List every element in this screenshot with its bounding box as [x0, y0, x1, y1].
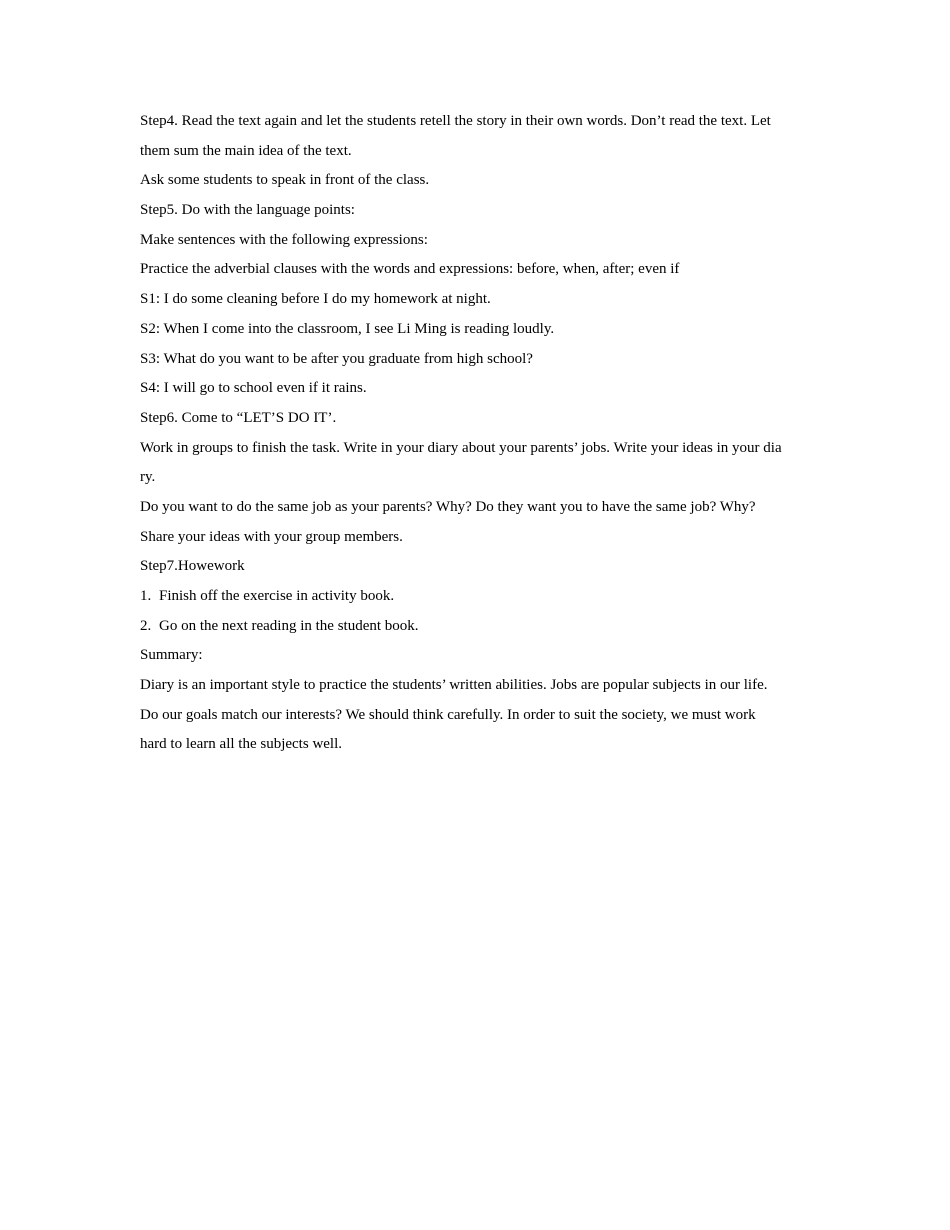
text-line: Practice the adverbial clauses with the words and expressions: before, when, after; even if — [140, 261, 680, 278]
list-item — [140, 582, 820, 612]
text-line: S4: I will go to school even if it rains. — [140, 380, 367, 397]
text-line: them sum the main idea of the text. — [140, 142, 352, 159]
list-text: Go on the next reading in the student book. — [159, 617, 419, 634]
text-line: Ask some students to speak in front of the class. — [140, 172, 430, 189]
list-item — [140, 612, 820, 642]
text-line: Step6. Come to “LET’S DO IT’. — [140, 409, 337, 426]
text-line: S1: I do some cleaning before I do my homework at night. — [140, 291, 491, 308]
text-line: hard to learn all the subjects well. — [140, 736, 343, 753]
text-line: Do you want to do the same job as your parents? Why? Do they want you to have the same job? Why? — [140, 498, 756, 515]
text-line: Work in groups to finish the task. Write in your diary about your parents’ jobs. Write your ideas in your dia — [140, 439, 782, 456]
text-line: Diary is an important style to practice the students’ written abilities. Jobs are popular subjects in our life. — [140, 677, 768, 694]
text-line: Step5. Do with the language points: — [140, 202, 355, 219]
text-line: S2: When I come into the classroom, I see Li Ming is reading loudly. — [140, 320, 555, 337]
document-body — [140, 107, 820, 760]
summary-heading: Summary: — [140, 647, 203, 664]
list-number: 1. — [140, 588, 152, 604]
list-number: 2. — [140, 617, 152, 634]
text-line: Share your ideas with your group members. — [140, 528, 403, 545]
text-line: Step7.Howework — [140, 558, 245, 575]
list-text: Finish off the exercise in activity book. — [159, 588, 395, 604]
text-line: Do our goals match our interests? We should think carefully. In order to suit the society, we must work — [140, 706, 756, 723]
text-line: S3: What do you want to be after you graduate from high school? — [140, 350, 533, 367]
text-line: ry. — [140, 469, 156, 486]
text-line: Step4. Read the text again and let the students retell the story in their own words. Don’t read the text. Let — [140, 113, 771, 129]
text-line: Make sentences with the following expressions: — [140, 231, 428, 248]
